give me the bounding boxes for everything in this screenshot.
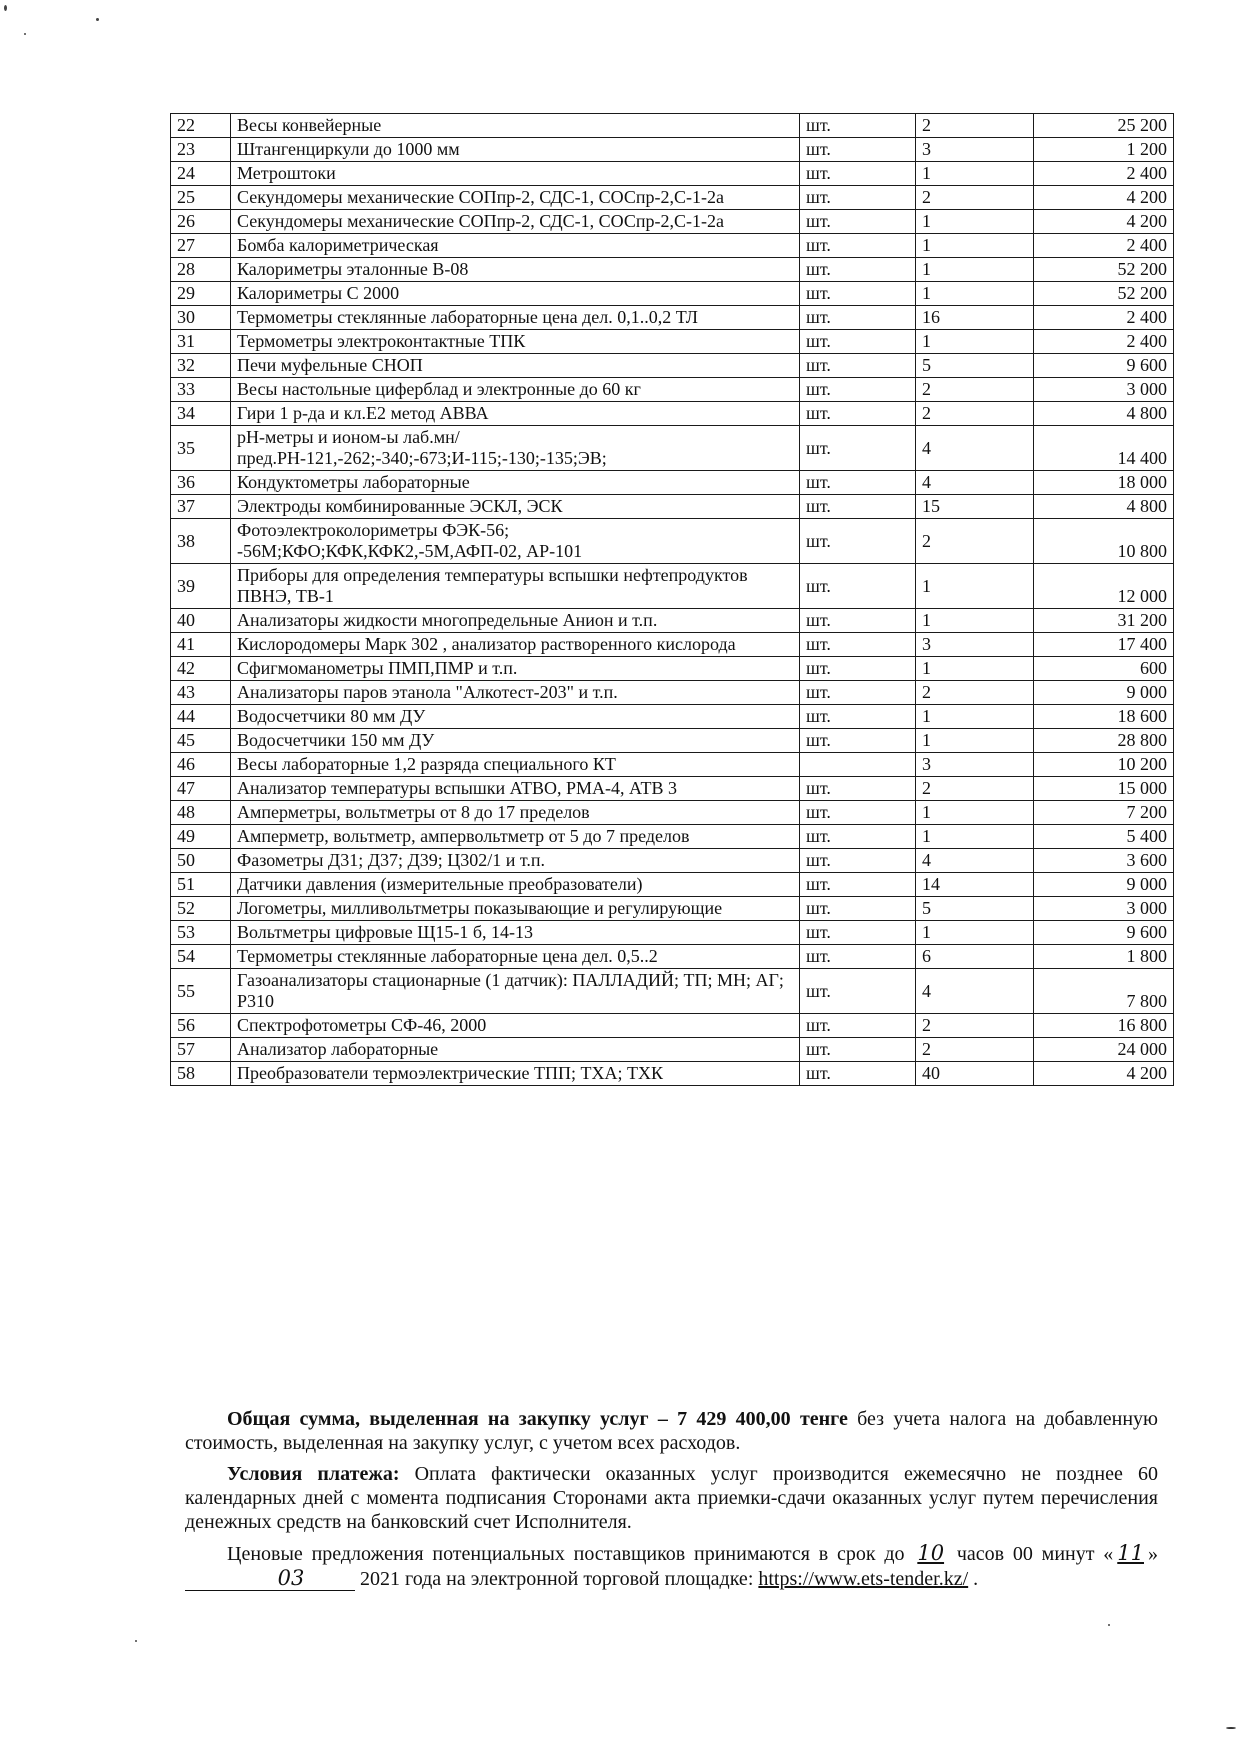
item-name-cell: Штангенциркули до 1000 мм [231,138,800,162]
quantity-cell: 1 [916,825,1034,849]
item-name-cell: Анализатор лабораторные [231,1038,800,1062]
item-name-cell: Газоанализаторы стационарные (1 датчик): ПАЛЛАДИЙ; ТП; МН; АГ; Р310 [231,969,800,1014]
price-cell: 2 400 [1034,234,1174,258]
table-row [171,258,1174,282]
payment-terms-label: Условия платежа: [227,1463,400,1485]
row-number-cell: 39 [171,564,231,609]
price-cell: 1 800 [1034,945,1174,969]
table-row [171,681,1174,705]
unit-of-measure-cell: шт. [800,378,916,402]
row-number-cell: 27 [171,234,231,258]
item-name-cell: Кислородомеры Марк 302 , анализатор растворенного кислорода [231,633,800,657]
unit-of-measure-cell: шт. [800,402,916,426]
table-row [171,1038,1174,1062]
table-row [171,519,1174,564]
price-cell: 4 200 [1034,210,1174,234]
unit-of-measure-cell: шт. [800,801,916,825]
item-name-cell: Вольтметры цифровые Щ15-1 б, 14-13 [231,921,800,945]
item-name-cell: Термометры стеклянные лабораторные цена дел. 0,5..2 [231,945,800,969]
unit-of-measure-cell: шт. [800,114,916,138]
total-amount-bold: Общая сумма, выделенная на закупку услуг – 7 429 400,00 тенге [227,1408,848,1430]
item-name-cell: Печи муфельные СНОП [231,354,800,378]
table-row [171,873,1174,897]
price-cell: 4 200 [1034,1062,1174,1086]
table-row [171,777,1174,801]
quantity-cell: 1 [916,705,1034,729]
unit-of-measure-cell: шт. [800,945,916,969]
item-name-cell: Сфигмоманометры ПМП,ПМР и т.п. [231,657,800,681]
item-name-cell: Анализаторы жидкости многопредельные Анион и т.п. [231,609,800,633]
unit-of-measure-cell: шт. [800,354,916,378]
price-cell: 10 800 [1034,519,1174,564]
total-amount-paragraph [185,1407,1158,1455]
terms-section [185,1407,1158,1598]
quantity-cell: 1 [916,162,1034,186]
table-row [171,729,1174,753]
table-row [171,633,1174,657]
unit-of-measure-cell: шт. [800,519,916,564]
price-cell: 9 000 [1034,681,1174,705]
table-row [171,1014,1174,1038]
item-name-cell: Термометры стеклянные лабораторные цена дел. 0,1..0,2 ТЛ [231,306,800,330]
quantity-cell: 2 [916,1014,1034,1038]
quantity-cell: 40 [916,1062,1034,1086]
table-row [171,330,1174,354]
price-cell: 28 800 [1034,729,1174,753]
table-row [171,705,1174,729]
quantity-cell: 1 [916,564,1034,609]
row-number-cell: 23 [171,138,231,162]
row-number-cell: 37 [171,495,231,519]
item-name-cell: Весы конвейерные [231,114,800,138]
table-row [171,897,1174,921]
row-number-cell: 28 [171,258,231,282]
row-number-cell: 54 [171,945,231,969]
item-name-cell: Бомба калориметрическая [231,234,800,258]
quantity-cell: 1 [916,609,1034,633]
row-number-cell: 51 [171,873,231,897]
scan-speck [24,33,26,35]
quantity-cell: 1 [916,801,1034,825]
table-row [171,753,1174,777]
deadline-paragraph [185,1541,1158,1591]
price-cell: 4 200 [1034,186,1174,210]
price-cell: 3 000 [1034,378,1174,402]
table-row [171,495,1174,519]
price-cell: 1 200 [1034,138,1174,162]
price-cell: 3 000 [1034,897,1174,921]
item-name-cell: рН-метры и ионом-ы лаб.мн/пред.РН-121,-262;-340;-673;И-115;-130;-135;ЭВ; [231,426,800,471]
price-cell: 7 800 [1034,969,1174,1014]
quantity-cell: 2 [916,378,1034,402]
unit-of-measure-cell: шт. [800,210,916,234]
item-name-cell: Датчики давления (измерительные преобразователи) [231,873,800,897]
unit-of-measure-cell: шт. [800,825,916,849]
item-name-cell: Калориметры С 2000 [231,282,800,306]
unit-of-measure-cell: шт. [800,633,916,657]
price-cell: 4 800 [1034,402,1174,426]
unit-of-measure-cell: шт. [800,186,916,210]
row-number-cell: 31 [171,330,231,354]
item-name-cell: Весы лабораторные 1,2 разряда специального КТ [231,753,800,777]
item-name-cell: Анализаторы паров этанола "Алкотест-203" и т.п. [231,681,800,705]
deadline-hour-handwritten: 10 [917,1541,945,1565]
price-cell: 14 400 [1034,426,1174,471]
price-cell: 5 400 [1034,825,1174,849]
deadline-text-4: 2021 года на электронной торговой площадке: [355,1568,759,1590]
price-cell: 24 000 [1034,1038,1174,1062]
quantity-cell: 2 [916,114,1034,138]
unit-of-measure-cell: шт. [800,609,916,633]
quantity-cell: 5 [916,897,1034,921]
scan-speck [4,5,7,11]
quantity-cell: 4 [916,471,1034,495]
quantity-cell: 2 [916,186,1034,210]
quantity-cell: 3 [916,753,1034,777]
quantity-cell: 4 [916,426,1034,471]
unit-of-measure-cell [800,753,916,777]
item-name-cell: Весы настольные циферблад и электронные до 60 кг [231,378,800,402]
payment-terms-paragraph [185,1462,1158,1534]
item-name-cell: Секундомеры механические СОПпр-2, СДС-1, СОСпр-2,С-1-2а [231,186,800,210]
row-number-cell: 49 [171,825,231,849]
quantity-cell: 4 [916,849,1034,873]
scan-speck [1226,1727,1236,1729]
price-cell: 52 200 [1034,282,1174,306]
item-name-cell: Приборы для определения температуры вспышки нефтепродуктов ПВНЭ, ТВ-1 [231,564,800,609]
unit-of-measure-cell: шт. [800,1062,916,1086]
quantity-cell: 1 [916,282,1034,306]
table-row [171,378,1174,402]
item-name-cell: Амперметр, вольтметр, ампервольтметр от 5 до 7 пределов [231,825,800,849]
row-number-cell: 29 [171,282,231,306]
deadline-day-handwritten: 11 [1117,1541,1144,1565]
price-cell: 10 200 [1034,753,1174,777]
row-number-cell: 26 [171,210,231,234]
table-row [171,162,1174,186]
price-cell: 16 800 [1034,1014,1174,1038]
price-cell: 2 400 [1034,306,1174,330]
quantity-cell: 15 [916,495,1034,519]
unit-of-measure-cell: шт. [800,1014,916,1038]
table-row [171,1062,1174,1086]
unit-of-measure-cell: шт. [800,777,916,801]
price-cell: 4 800 [1034,495,1174,519]
price-cell: 9 600 [1034,354,1174,378]
price-cell: 17 400 [1034,633,1174,657]
quantity-cell: 1 [916,210,1034,234]
quantity-cell: 4 [916,969,1034,1014]
quantity-cell: 16 [916,306,1034,330]
row-number-cell: 57 [171,1038,231,1062]
price-cell: 18 600 [1034,705,1174,729]
unit-of-measure-cell: шт. [800,138,916,162]
quantity-cell: 3 [916,633,1034,657]
unit-of-measure-cell: шт. [800,969,916,1014]
price-cell: 25 200 [1034,114,1174,138]
deadline-text-3: » [1148,1543,1158,1565]
item-name-cell: Калориметры эталонные В-08 [231,258,800,282]
deadline-text-2: часов 00 минут « [948,1543,1114,1565]
table-row [171,657,1174,681]
row-number-cell: 52 [171,897,231,921]
quantity-cell: 2 [916,777,1034,801]
table-row [171,402,1174,426]
table-row [171,801,1174,825]
table-row [171,282,1174,306]
row-number-cell: 22 [171,114,231,138]
unit-of-measure-cell: шт. [800,705,916,729]
equipment-table [170,113,1174,1086]
row-number-cell: 33 [171,378,231,402]
unit-of-measure-cell: шт. [800,921,916,945]
scan-speck [1108,1624,1110,1626]
quantity-cell: 1 [916,234,1034,258]
unit-of-measure-cell: шт. [800,495,916,519]
ets-tender-link[interactable]: https://www.ets-tender.kz/ [758,1568,969,1590]
item-name-cell: Водосчетчики 150 мм ДУ [231,729,800,753]
quantity-cell: 1 [916,657,1034,681]
row-number-cell: 38 [171,519,231,564]
row-number-cell: 47 [171,777,231,801]
unit-of-measure-cell: шт. [800,282,916,306]
payment-terms-text: Оплата фактически оказанных услуг производится ежемесячно не позднее 60 календарных дней с момента подписания Сторонами акта приемки-сдачи оказанных услуг путем перечисления денежных средств на банковский счет Исполнителя. [185,1463,1158,1533]
equipment-table-body [171,114,1174,1086]
item-name-cell: Анализатор температуры вспышки АТВО, РМА-4, АТВ 3 [231,777,800,801]
table-row [171,471,1174,495]
row-number-cell: 30 [171,306,231,330]
table-row [171,609,1174,633]
quantity-cell: 3 [916,138,1034,162]
table-row [171,945,1174,969]
row-number-cell: 46 [171,753,231,777]
quantity-cell: 1 [916,258,1034,282]
deadline-text-5: . [968,1568,979,1590]
price-cell: 31 200 [1034,609,1174,633]
item-name-cell: Метроштоки [231,162,800,186]
table-row [171,564,1174,609]
unit-of-measure-cell: шт. [800,426,916,471]
price-cell: 18 000 [1034,471,1174,495]
deadline-month-handwritten: 03 [185,1566,355,1591]
row-number-cell: 58 [171,1062,231,1086]
row-number-cell: 43 [171,681,231,705]
row-number-cell: 56 [171,1014,231,1038]
table-row [171,426,1174,471]
quantity-cell: 5 [916,354,1034,378]
table-row [171,234,1174,258]
unit-of-measure-cell: шт. [800,657,916,681]
item-name-cell: Преобразователи термоэлектрические ТПП; ТХА; ТХК [231,1062,800,1086]
table-row [171,114,1174,138]
price-cell: 52 200 [1034,258,1174,282]
quantity-cell: 6 [916,945,1034,969]
quantity-cell: 1 [916,729,1034,753]
row-number-cell: 41 [171,633,231,657]
table-row [171,210,1174,234]
quantity-cell: 2 [916,519,1034,564]
unit-of-measure-cell: шт. [800,849,916,873]
quantity-cell: 2 [916,681,1034,705]
price-cell: 9 000 [1034,873,1174,897]
item-name-cell: Секундомеры механические СОПпр-2, СДС-1, СОСпр-2,С-1-2а [231,210,800,234]
row-number-cell: 32 [171,354,231,378]
quantity-cell: 1 [916,921,1034,945]
price-cell: 2 400 [1034,162,1174,186]
quantity-cell: 14 [916,873,1034,897]
unit-of-measure-cell: шт. [800,681,916,705]
unit-of-measure-cell: шт. [800,1038,916,1062]
table-row [171,138,1174,162]
table-row [171,306,1174,330]
unit-of-measure-cell: шт. [800,234,916,258]
scan-speck [96,18,99,21]
row-number-cell: 48 [171,801,231,825]
row-number-cell: 24 [171,162,231,186]
unit-of-measure-cell: шт. [800,897,916,921]
row-number-cell: 42 [171,657,231,681]
table-row [171,969,1174,1014]
unit-of-measure-cell: шт. [800,564,916,609]
quantity-cell: 2 [916,402,1034,426]
item-name-cell: Амперметры, вольтметры от 8 до 17 пределов [231,801,800,825]
item-name-cell: Фазометры Д31; Д37; Д39; Ц302/1 и т.п. [231,849,800,873]
table-row [171,825,1174,849]
price-cell: 9 600 [1034,921,1174,945]
price-cell: 7 200 [1034,801,1174,825]
row-number-cell: 50 [171,849,231,873]
item-name-cell: Спектрофотометры СФ-46, 2000 [231,1014,800,1038]
item-name-cell: Термометры электроконтактные ТПК [231,330,800,354]
unit-of-measure-cell: шт. [800,306,916,330]
row-number-cell: 25 [171,186,231,210]
unit-of-measure-cell: шт. [800,873,916,897]
table-row [171,921,1174,945]
item-name-cell: Водосчетчики 80 мм ДУ [231,705,800,729]
total-amount-text: без учета налога на добавленную стоимость, выделенная на закупку услуг, с учетом всех расходов. [185,1408,1158,1454]
item-name-cell: Кондуктометры лабораторные [231,471,800,495]
unit-of-measure-cell: шт. [800,162,916,186]
table-row [171,354,1174,378]
row-number-cell: 35 [171,426,231,471]
unit-of-measure-cell: шт. [800,258,916,282]
price-cell: 12 000 [1034,564,1174,609]
row-number-cell: 40 [171,609,231,633]
row-number-cell: 44 [171,705,231,729]
unit-of-measure-cell: шт. [800,471,916,495]
row-number-cell: 45 [171,729,231,753]
price-cell: 15 000 [1034,777,1174,801]
table-row [171,849,1174,873]
price-cell: 2 400 [1034,330,1174,354]
scan-speck [135,1640,137,1642]
item-name-cell: Гири 1 р-да и кл.Е2 метод АВВА [231,402,800,426]
quantity-cell: 2 [916,1038,1034,1062]
price-cell: 600 [1034,657,1174,681]
price-cell: 3 600 [1034,849,1174,873]
quantity-cell: 1 [916,330,1034,354]
unit-of-measure-cell: шт. [800,729,916,753]
deadline-text-1: Ценовые предложения потенциальных поставщиков принимаются в срок до [227,1543,914,1565]
row-number-cell: 34 [171,402,231,426]
item-name-cell: Логометры, милливольтметры показывающие и регулирующие [231,897,800,921]
row-number-cell: 55 [171,969,231,1014]
item-name-cell: Электроды комбинированные ЭСКЛ, ЭСК [231,495,800,519]
table-row [171,186,1174,210]
row-number-cell: 36 [171,471,231,495]
row-number-cell: 53 [171,921,231,945]
unit-of-measure-cell: шт. [800,330,916,354]
item-name-cell: Фотоэлектроколориметры ФЭК-56; -56М;КФО;КФК,КФК2,-5М,АФП-02, АР-101 [231,519,800,564]
